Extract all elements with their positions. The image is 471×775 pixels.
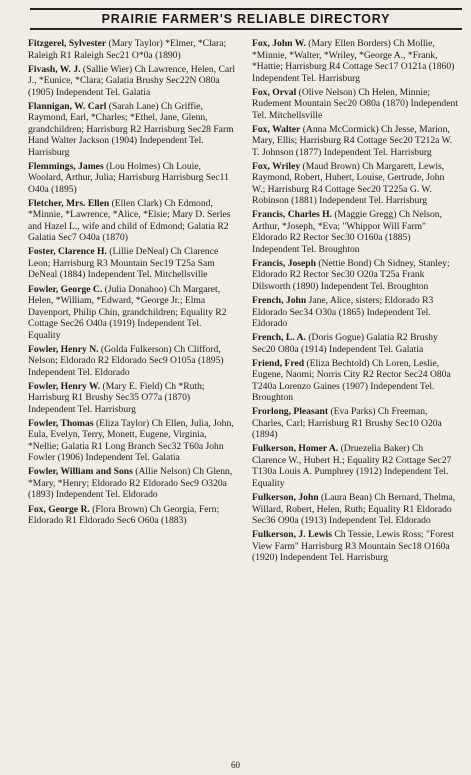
entry-details: (Flora Brown) Ch Georgia, Fern; Eldorado R1 Eldorado Sec6 O60a (1883) bbox=[28, 503, 220, 527]
directory-entry bbox=[252, 295, 459, 330]
entry-name: Friend, Fred bbox=[252, 357, 305, 369]
entry-name: Fowler, Henry W. bbox=[28, 380, 101, 392]
entry-details: (Eva Parks) Ch Freeman, Charles, Carl; Harrisburg R1 Brushy Sec10 O20a (1894) bbox=[252, 406, 442, 441]
directory-entry bbox=[28, 64, 235, 99]
entry-name: Flannigan, W. Carl bbox=[28, 100, 107, 112]
entry-details: (Doris Gogue) Galatia R2 Brushy Sec20 O80a (1914) Independent Tel. Galatia bbox=[252, 332, 438, 355]
entry-name: Fulkerson, Homer A. bbox=[252, 443, 339, 455]
directory-entry bbox=[28, 101, 235, 159]
directory-entry bbox=[252, 332, 459, 355]
directory-entry bbox=[28, 198, 235, 244]
directory-entry bbox=[252, 529, 459, 564]
directory-entry bbox=[252, 161, 459, 207]
page-header bbox=[30, 8, 462, 30]
directory-entry bbox=[252, 38, 459, 84]
entry-name: Fox, Orval bbox=[252, 86, 297, 98]
entry-name: Fowler, George C. bbox=[28, 283, 103, 295]
directory-entry bbox=[252, 258, 459, 293]
entry-name: Fivash, W. J. bbox=[28, 63, 81, 75]
entry-details: (Mary Ellen Borders) Ch Mollie, *Minnie, *Walter, *Wriley, *George A., *Frank, *Hattie; Harrisburg R4 Cottage Sec17 O121a (1860) Independent Tel. Harrisburg bbox=[252, 38, 455, 84]
entry-details: (Anna McCormick) Ch Jesse, Marion, Mary, Ellis; Harrisburg R4 Cottage Sec20 T212a W. T. Johnson (1877) Independent Tel. Harrisburg bbox=[252, 123, 453, 158]
entry-name: Fox, Walter bbox=[252, 123, 301, 135]
left-column bbox=[28, 38, 235, 529]
directory-entry bbox=[28, 418, 235, 464]
entry-name: Fox, George R. bbox=[28, 503, 90, 515]
directory-entry bbox=[252, 124, 459, 159]
entry-details: (Ellen Clark) Ch Edmond, *Minnie, *Lawrence, *Alice, *Elsie; Mary D. Serles and Hazel L., wife and child of Edmond; Galatia R2 Galatia Sec7 O40a (1870) bbox=[28, 197, 231, 244]
directory-entry bbox=[252, 87, 459, 122]
directory-entry bbox=[252, 406, 459, 441]
entry-details: (Allie Nelson) Ch Glenn, *Mary, *Henry; Eldorado R2 Eldorado Sec9 O320a (1893) Independent Tel. Eldorado bbox=[28, 466, 233, 501]
entry-details: (Olive Nelson) Ch Helen, Minnie; Rudement Mountain Sec20 O80a (1870) Independent Tel. Mitchellsville bbox=[252, 86, 458, 121]
entry-name: Fletcher, Mrs. Ellen bbox=[28, 197, 110, 209]
entry-details: (Druezelia Baker) Ch Clarence W., Hubert H.; Equality R2 Cottage Sec27 T130a Louis A. Pumphrey (1912) Independent Tel. Equality bbox=[252, 443, 452, 489]
entry-details: Ch Tessie, Lewis Ross; "Forest View Farm" Harrisburg R3 Mountain Sec18 O160a (1920) Independent Tel. Harrisburg bbox=[252, 529, 454, 564]
entry-name: Fowler, William and Sons bbox=[28, 466, 133, 478]
entry-details: (Eliza Bechtold) Ch Loren, Leslie, Eugene, Naomi; Norris City R2 Rector Sec24 O80a T240a Lorenzo Gaines (1907) Independent Tel. Broughton bbox=[252, 357, 451, 404]
entry-details: (Nettie Bond) Ch Sidney, Stanley; Eldorado R2 Rector Sec30 O20a T25a Frank Dilsworth (1890) Independent Tel. Broughton bbox=[252, 257, 450, 292]
entry-name: Foster, Clarence H. bbox=[28, 246, 107, 258]
entry-details: (Maud Brown) Ch Margarett, Lewis, Raymond, Robert, Hubert, Louise, Gertrude, John W.; Harrisburg R4 Cottage Sec20 T225a G. W. Robinson (1881) Independent Tel. Harrisburg bbox=[252, 160, 445, 207]
directory-entry bbox=[28, 344, 235, 379]
entry-name: Fox, Wriley bbox=[252, 160, 301, 172]
entry-name: French, L. A. bbox=[252, 332, 306, 344]
entry-details: (Laura Bean) Ch Bernard, Thelma, Willard, Robert, Helen, Ruth; Equality R1 Eldorado Sec36 O90a (1913) Independent Tel. Eldorado bbox=[252, 492, 456, 527]
directory-entry bbox=[252, 209, 459, 255]
directory-entry bbox=[252, 358, 459, 404]
directory-entry bbox=[28, 161, 235, 196]
entry-details: (Lou Holmes) Ch Louie, Woolard, Arthur, Julia; Harrisburg Harrisburg Sec11 O40a (1895) bbox=[28, 160, 229, 195]
entry-details: (Sallie Wier) Ch Lawrence, Helen, Carl J., *Eunice, *Clara; Galatia Brushy Sec22N O80a (1905) Independent Tel. Galatia bbox=[28, 63, 236, 98]
directory-entry bbox=[252, 443, 459, 489]
entry-name: Fowler, Henry N. bbox=[28, 343, 99, 355]
entry-details: (Mary Taylor) *Elmer, *Clara; Raleigh R1 Raleigh Sec21 O*0a (1890) bbox=[28, 38, 227, 61]
entry-name: Fulkerson, J. Lewis bbox=[252, 529, 332, 541]
entry-name: Francis, Joseph bbox=[252, 257, 316, 269]
directory-entry bbox=[252, 492, 459, 527]
entry-details: (Mary E. Field) Ch *Ruth; Harrisburg R1 Brushy Sec35 O77a (1870) Independent Tel. Harrisburg bbox=[28, 380, 205, 415]
entry-name: Francis, Charles H. bbox=[252, 209, 332, 221]
entry-details: (Golda Fulkerson) Ch Clifford, Nelson; Eldorado R2 Eldorado Sec9 O105a (1895) Independent Tel. Eldorado bbox=[28, 343, 224, 378]
directory-entry bbox=[28, 504, 235, 527]
entry-name: Flemmings, James bbox=[28, 160, 104, 172]
entry-details: (Maggie Gregg) Ch Nelson, Arthur, *Joseph, *Eva; "Whippor Will Farm" Eldorado R2 Rector Sec30 O160a (1885) Independent Tel. Broughton bbox=[252, 209, 442, 255]
directory-entry bbox=[28, 466, 235, 501]
right-column bbox=[252, 38, 459, 566]
entry-name: French, John bbox=[252, 295, 307, 307]
directory-entry bbox=[28, 38, 235, 61]
entry-name: Fox, John W. bbox=[252, 38, 306, 49]
entry-details: (Lillie DeNeal) Ch Clarence Leon; Harrisburg R3 Mountain Sec19 T25a Sam DeNeal (1884) Independent Tel. Mitchellsville bbox=[28, 246, 219, 281]
entry-name: Fulkerson, John bbox=[252, 492, 319, 504]
entry-details: (Eliza Taylor) Ch Ellen, Julia, John, Eula, Evelyn, Terry, Monett, Eugene, Virginia, *Nellie; Galatia R1 Long Branch Sec32 T60a John Fowler (1906) Independent Tel. Galatia bbox=[28, 417, 234, 464]
directory-entry bbox=[28, 284, 235, 342]
entry-details: (Julia Donahoo) Ch Margaret, Helen, *William, *Edward, *George Jr.; Elma Davenport, Philip Chin, grandchildren; Equality R2 Cottage Sec26 O40a (1919) Independent Tel. Equality bbox=[28, 283, 227, 341]
entry-details: Jane, Alice, sisters; Eldorado R3 Eldorado Sec34 O30a (1865) Independent Tel. Eldorado bbox=[252, 295, 434, 330]
page-number: 60 bbox=[231, 760, 240, 770]
directory-title: PRAIRIE FARMER'S RELIABLE DIRECTORY bbox=[101, 12, 391, 26]
directory-entry bbox=[28, 381, 235, 416]
entry-name: Fitzgerel, Sylvester bbox=[28, 38, 107, 49]
entry-details: (Sarah Lane) Ch Griffie, Raymond, Earl, *Charles; *Ethel, Jane, Glenn, grandchildren; Harrisburg R2 Harrisburg Sec28 Farm Hand Walter Jackson (1904) Independent Tel. Harrisburg bbox=[28, 100, 234, 158]
entry-name: Frorlong, Pleasant bbox=[252, 406, 329, 418]
entry-name: Fowler, Thomas bbox=[28, 417, 94, 429]
directory-entry bbox=[28, 246, 235, 281]
